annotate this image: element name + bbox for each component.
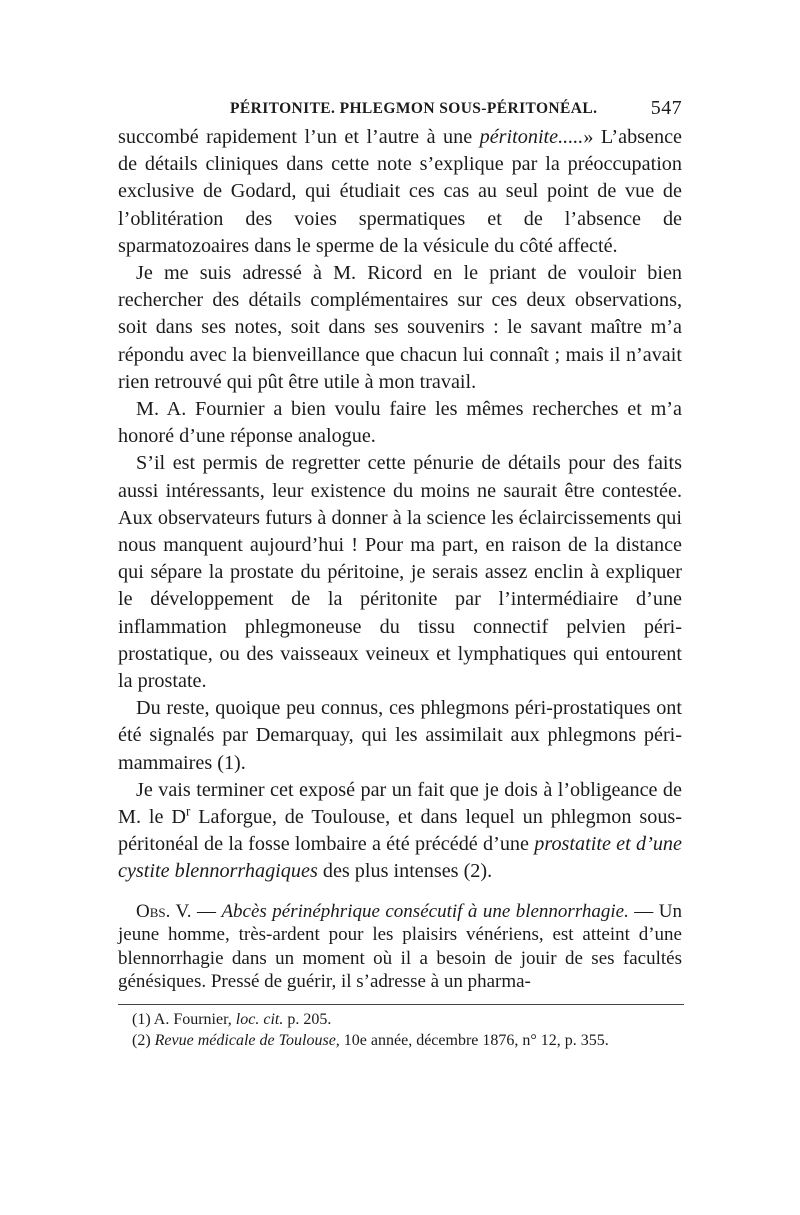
paragraph-3: M. A. Fournier a bien voulu faire les mêmes recherches et m’a honoré d’une réponse analogue. (118, 398, 682, 448)
running-header (118, 96, 682, 124)
observation-title: Abcès périnéphrique consécutif à une blennorrhagie. (221, 900, 629, 922)
footnotes (118, 1004, 684, 1051)
paragraph-1: succombé rapidement l’un et l’autre à une péritonite.....» L’absence de détails cliniques dans cette note s’explique par la préoccupation exclusive de Godard, qui étudiait ces cas au seul point de vue de l’oblitération des voies spermatiques et de l’absence de sparmatozoaires dans le sperme de la vésicule du côté affecté. (118, 126, 682, 257)
paragraph-2: Je me suis adressé à M. Ricord en le priant de vouloir bien rechercher des détails complémentaires sur ces deux observations, soit dans ses notes, soit dans ses souvenirs : le savant maître m’a répondu avec la bienveillance que chacun lui connaît ; mais il n’avait rien retrouvé qui pût être utile à mon travail. (118, 262, 682, 393)
paragraph-4: S’il est permis de regretter cette pénurie de détails pour des faits aussi intéressants, leur existence du moins ne saurait être contestée. Aux observateurs futurs à donner à la science les éclaircissements qui nous manquent aujourd’hui ! Pour ma part, en raison de la distance qui sépare la prostate du péritoine, je serais assez enclin à expliquer le développement de la péritonite par l’intermédiaire d’une inflammation phlegmoneuse du tissu connectif pelvien péri-prostatique, ou des vaisseaux veineux et lymphatiques qui entourent la prostate. (118, 452, 682, 693)
observation-v: Obs. V. — Abcès périnéphrique consécutif à une blennorrhagie. — Un jeune homme, très-ardent pour les plaisirs vénériens, est atteint d’une blennorrhagie dans un moment où il a besoin de jouir de ses facultés génésiques. Pressé de guérir, il s’adresse à un pharma- (118, 900, 682, 993)
footnote-2: (2) Revue médicale de Toulouse, 10e année, décembre 1876, n° 12, p. 355. (132, 1032, 609, 1050)
page (118, 96, 682, 1051)
footnote-1: (1) A. Fournier, loc. cit. p. 205. (132, 1011, 332, 1029)
emphasis-peritonite: péritonite..... (479, 126, 584, 148)
emphasis-prostatite: prostatite et d’une cystite blennorrhagiques (118, 833, 682, 883)
paragraph-6: Je vais terminer cet exposé par un fait que je dois à l’obligeance de M. le $D^r$ Laforgue, de Toulouse, et dans lequel un phlegmon sous-péritonéal de la fosse lombaire a été précédé d’une prostatite et d’une cystite blennorrhagiques des plus intenses (2). (118, 778, 682, 883)
observation-label: Obs. V. (136, 900, 192, 922)
page-number: 547 (650, 97, 682, 119)
running-title: PÉRITONITE. PHLEGMON SOUS-PÉRITONÉAL. (230, 100, 598, 117)
body-text (118, 124, 682, 994)
paragraph-5: Du reste, quoique peu connus, ces phlegmons péri-prostatiques ont été signalés par Demarquay, qui les assimilait aux phlegmons péri-mammaires (1). (118, 697, 682, 774)
